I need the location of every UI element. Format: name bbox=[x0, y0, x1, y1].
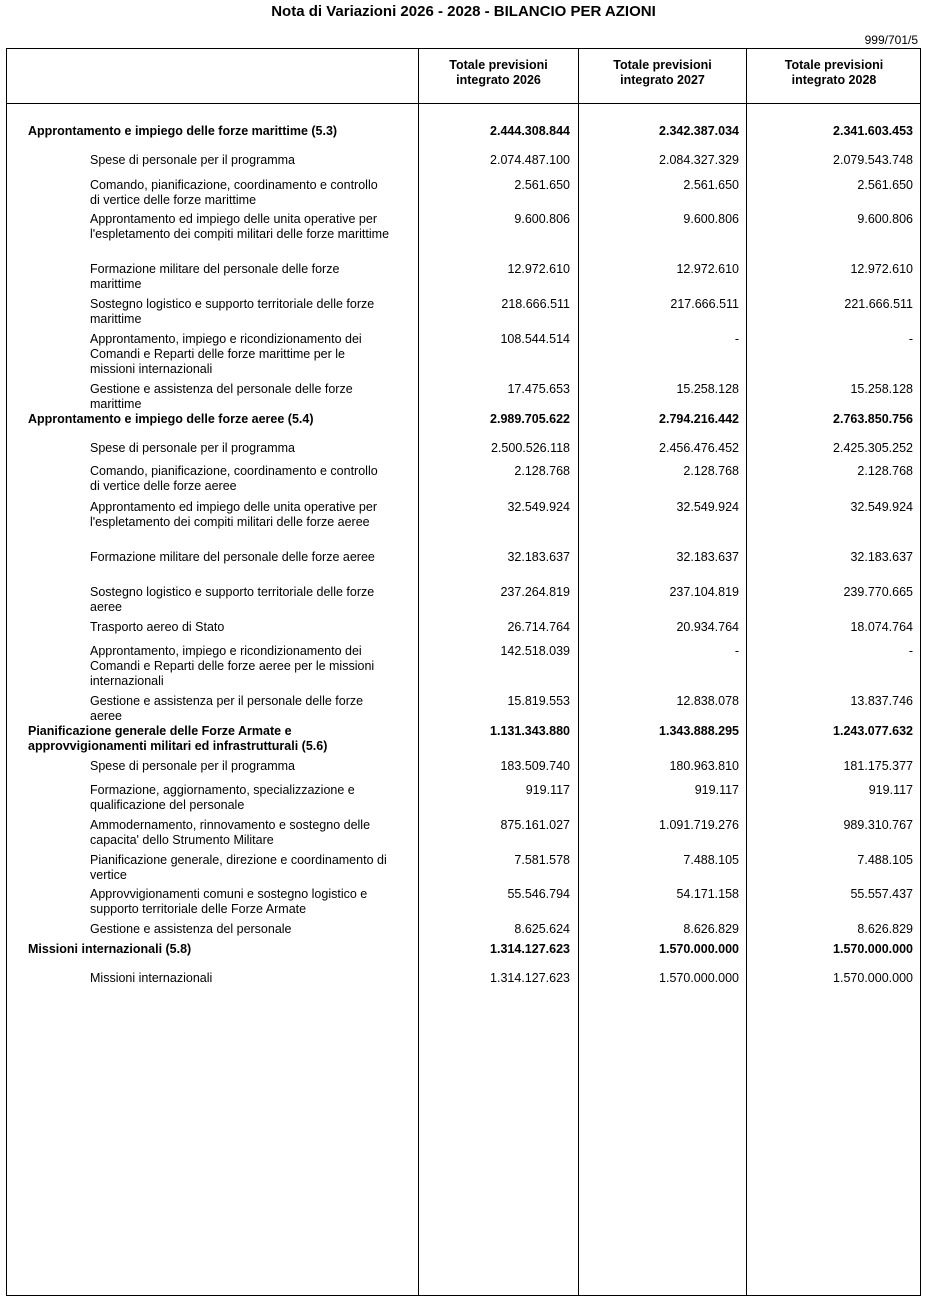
header-divider bbox=[6, 103, 921, 104]
value-2028: 2.341.603.453 bbox=[833, 124, 913, 138]
value-2027: 2.084.327.329 bbox=[659, 153, 739, 167]
value-2026: 2.128.768 bbox=[514, 464, 570, 478]
value-2026: 32.549.924 bbox=[507, 500, 570, 514]
row-label: Pianificazione generale, direzione e coordinamento di vertice bbox=[90, 853, 387, 882]
column-header-2028: Totale previsioni integrato 2028 bbox=[784, 58, 884, 87]
row-label: Gestione e assistenza del personale bbox=[90, 922, 292, 936]
value-2026: 1.131.343.880 bbox=[490, 724, 570, 738]
value-2026: 142.518.039 bbox=[500, 644, 570, 658]
row-label: Missioni internazionali (5.8) bbox=[28, 942, 192, 956]
value-2026: 237.264.819 bbox=[500, 585, 570, 599]
row-label: Approntamento ed impiego delle unita operative per l'espletamento dei compiti militari delle forze marittime bbox=[90, 212, 390, 241]
row-label: Spese di personale per il programma bbox=[90, 441, 295, 455]
row-label: Approntamento e impiego delle forze marittime (5.3) bbox=[28, 124, 338, 138]
value-2027: 1.343.888.295 bbox=[659, 724, 739, 738]
value-2027: - bbox=[734, 332, 739, 346]
value-2026: 2.561.650 bbox=[514, 178, 570, 192]
value-2028: 989.310.767 bbox=[843, 818, 913, 832]
value-2026: 8.625.624 bbox=[514, 922, 570, 936]
value-2026: 1.314.127.623 bbox=[490, 942, 570, 956]
value-2028: 2.425.305.252 bbox=[833, 441, 913, 455]
value-2028: 1.570.000.000 bbox=[833, 971, 913, 985]
row-label: Trasporto aereo di Stato bbox=[90, 620, 225, 634]
value-2027: 2.794.216.442 bbox=[659, 412, 739, 426]
value-2028: 32.549.924 bbox=[850, 500, 913, 514]
value-2027: 2.561.650 bbox=[683, 178, 739, 192]
row-label: Comando, pianificazione, coordinamento e controllo di vertice delle forze aeree bbox=[90, 464, 378, 493]
value-2028: 15.258.128 bbox=[850, 382, 913, 396]
value-2028: 221.666.511 bbox=[844, 297, 913, 311]
row-label: Spese di personale per il programma bbox=[90, 153, 295, 167]
value-2027: 8.626.829 bbox=[683, 922, 739, 936]
row-label: Formazione, aggiornamento, specializzazione e qualificazione del personale bbox=[90, 783, 355, 812]
value-2026: 108.544.514 bbox=[500, 332, 570, 346]
value-2027: 54.171.158 bbox=[676, 887, 739, 901]
value-2028: 12.972.610 bbox=[850, 262, 913, 276]
value-2028: 919.117 bbox=[868, 783, 913, 797]
row-label: Gestione e assistenza del personale delle forze marittime bbox=[90, 382, 353, 411]
row-label: Spese di personale per il programma bbox=[90, 759, 295, 773]
value-2026: 26.714.764 bbox=[507, 620, 570, 634]
value-2026: 7.581.578 bbox=[514, 853, 570, 867]
value-2026: 12.972.610 bbox=[507, 262, 570, 276]
row-label: Approntamento, impiego e ricondizionamento dei Comandi e Reparti delle forze marittime per le missioni internazionali bbox=[90, 332, 362, 376]
value-2027: 7.488.105 bbox=[683, 853, 739, 867]
row-label: Formazione militare del personale delle forze aeree bbox=[90, 550, 375, 564]
value-2027: 2.456.476.452 bbox=[659, 441, 739, 455]
value-2028: 32.183.637 bbox=[850, 550, 913, 564]
value-2027: 1.091.719.276 bbox=[659, 818, 739, 832]
value-2026: 1.314.127.623 bbox=[490, 971, 570, 985]
value-2028: 181.175.377 bbox=[843, 759, 913, 773]
column-header-2027: Totale previsioni integrato 2027 bbox=[613, 58, 712, 87]
value-2026: 2.074.487.100 bbox=[490, 153, 570, 167]
value-2026: 183.509.740 bbox=[500, 759, 570, 773]
value-2028: 8.626.829 bbox=[857, 922, 913, 936]
row-label: Ammodernamento, rinnovamento e sostegno delle capacita' dello Strumento Militare bbox=[90, 818, 371, 847]
value-2027: 15.258.128 bbox=[676, 382, 739, 396]
row-label: Comando, pianificazione, coordinamento e controllo di vertice delle forze marittime bbox=[90, 178, 378, 207]
value-2027: 20.934.764 bbox=[676, 620, 739, 634]
value-2028: 18.074.764 bbox=[850, 620, 913, 634]
value-2028: 239.770.665 bbox=[843, 585, 913, 599]
value-2027: 12.838.078 bbox=[676, 694, 739, 708]
value-2028: 2.561.650 bbox=[857, 178, 913, 192]
value-2028: - bbox=[908, 332, 913, 346]
value-2028: 1.243.077.632 bbox=[833, 724, 913, 738]
row-label: Pianificazione generale delle Forze Armate e approvvigionamenti militari ed infrastrutturali (5.6) bbox=[28, 724, 328, 753]
value-2027: 32.183.637 bbox=[676, 550, 739, 564]
value-2028: 2.763.850.756 bbox=[833, 412, 913, 426]
value-2026: 2.989.705.622 bbox=[490, 412, 570, 426]
value-2028: 13.837.746 bbox=[850, 694, 913, 708]
value-2026: 218.666.511 bbox=[501, 297, 570, 311]
value-2028: 9.600.806 bbox=[857, 212, 913, 226]
value-2026: 875.161.027 bbox=[500, 818, 570, 832]
page-title: Nota di Variazioni 2026 - 2028 - BILANCIO PER AZIONI bbox=[271, 3, 656, 20]
row-label: Approntamento e impiego delle forze aeree (5.4) bbox=[28, 412, 314, 426]
row-label: Approvvigionamenti comuni e sostegno logistico e supporto territoriale delle Forze Armate bbox=[90, 887, 368, 916]
value-2026: 919.117 bbox=[525, 783, 570, 797]
value-2027: 12.972.610 bbox=[676, 262, 739, 276]
value-2026: 32.183.637 bbox=[507, 550, 570, 564]
value-2027: 237.104.819 bbox=[669, 585, 739, 599]
value-2028: 55.557.437 bbox=[850, 887, 913, 901]
value-2027: - bbox=[734, 644, 739, 658]
value-2026: 2.444.308.844 bbox=[490, 124, 570, 138]
document-reference: 999/701/5 bbox=[864, 33, 918, 47]
value-2027: 32.549.924 bbox=[676, 500, 739, 514]
row-label: Sostegno logistico e supporto territoriale delle forze aeree bbox=[90, 585, 375, 614]
value-2027: 2.342.387.034 bbox=[659, 124, 739, 138]
row-label: Gestione e assistenza per il personale delle forze aeree bbox=[90, 694, 364, 723]
row-label: Sostegno logistico e supporto territoriale delle forze marittime bbox=[90, 297, 375, 326]
value-2026: 15.819.553 bbox=[507, 694, 570, 708]
value-2027: 217.666.511 bbox=[670, 297, 739, 311]
row-label: Approntamento, impiego e ricondizionamento dei Comandi e Reparti delle forze aeree per le missioni internazionali bbox=[90, 644, 375, 688]
row-label: Formazione militare del personale delle forze marittime bbox=[90, 262, 340, 291]
value-2028: - bbox=[908, 644, 913, 658]
column-divider bbox=[746, 48, 747, 1296]
value-2027: 1.570.000.000 bbox=[659, 971, 739, 985]
value-2026: 9.600.806 bbox=[514, 212, 570, 226]
value-2027: 919.117 bbox=[694, 783, 739, 797]
value-2027: 180.963.810 bbox=[669, 759, 739, 773]
row-label: Approntamento ed impiego delle unita operative per l'espletamento dei compiti militari delle forze aeree bbox=[90, 500, 377, 529]
value-2027: 2.128.768 bbox=[683, 464, 739, 478]
value-2028: 1.570.000.000 bbox=[833, 942, 913, 956]
value-2028: 2.079.543.748 bbox=[833, 153, 913, 167]
value-2027: 9.600.806 bbox=[683, 212, 739, 226]
value-2028: 7.488.105 bbox=[857, 853, 913, 867]
value-2026: 17.475.653 bbox=[507, 382, 570, 396]
value-2028: 2.128.768 bbox=[857, 464, 913, 478]
value-2026: 2.500.526.118 bbox=[490, 441, 570, 455]
column-header-2026: Totale previsioni integrato 2026 bbox=[449, 58, 548, 87]
column-divider bbox=[418, 48, 419, 1296]
row-label: Missioni internazionali bbox=[90, 971, 213, 985]
value-2027: 1.570.000.000 bbox=[659, 942, 739, 956]
value-2026: 55.546.794 bbox=[507, 887, 570, 901]
column-divider bbox=[578, 48, 579, 1296]
